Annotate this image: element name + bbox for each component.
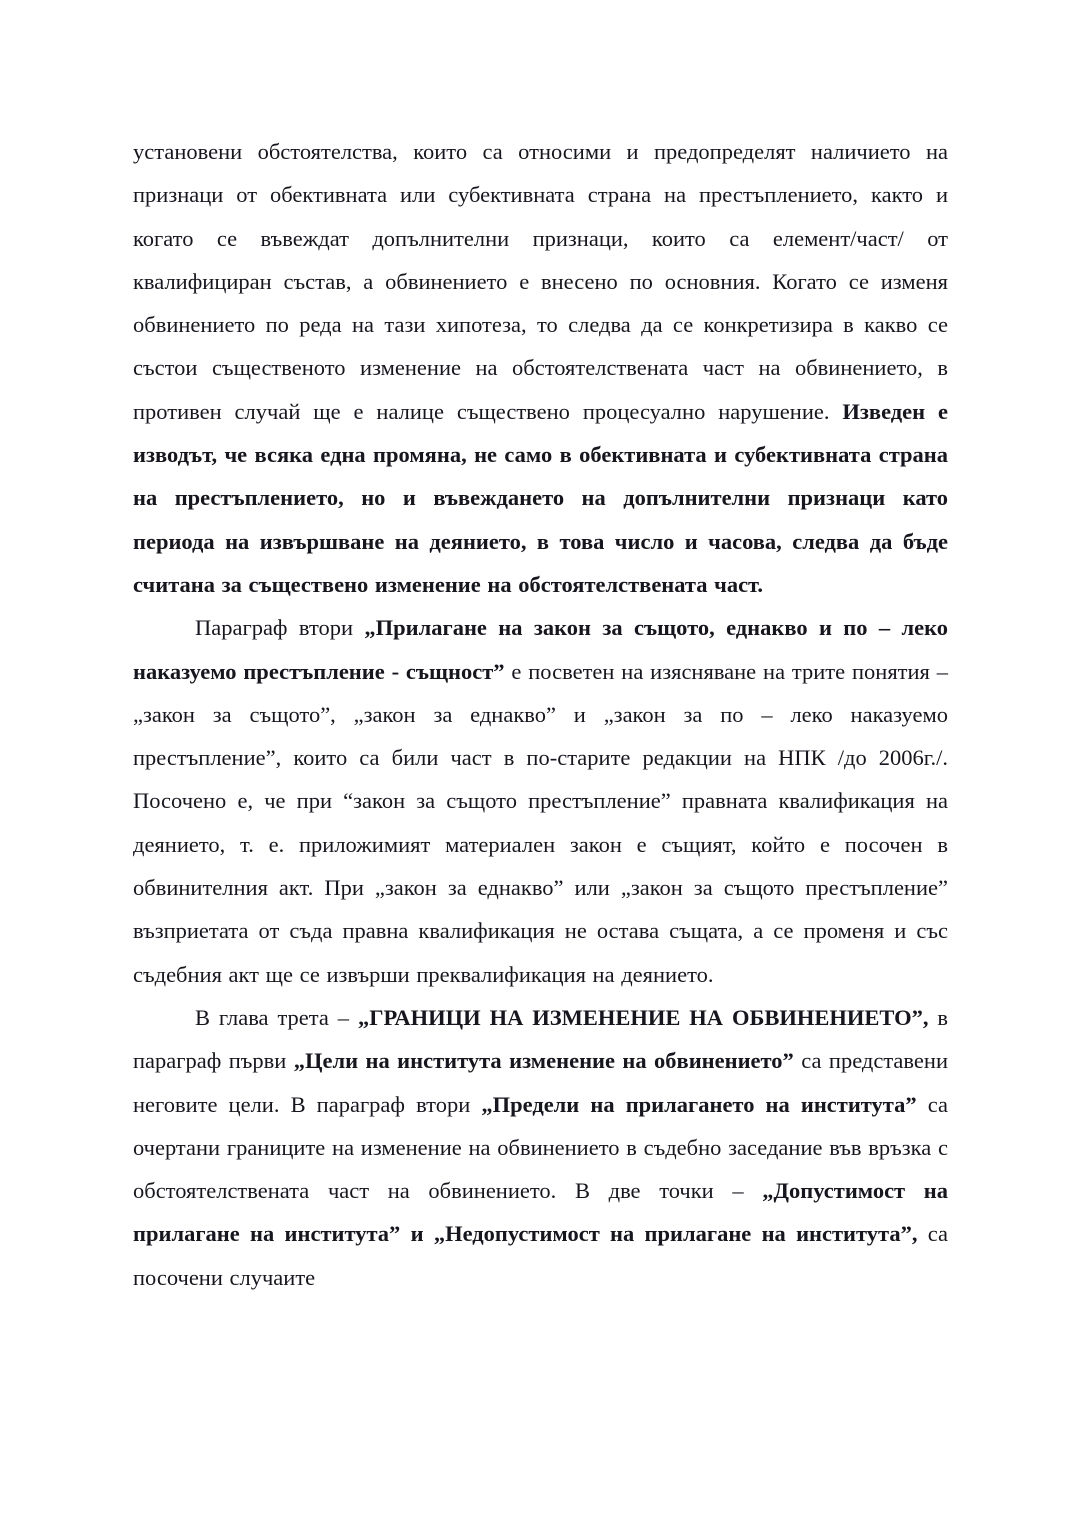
text-run: в параграф първи xyxy=(133,1004,948,1074)
bold-text-run: „Прилагане на закон за същото, еднакво и по – леко наказуемо престъпление - същност” xyxy=(133,615,948,684)
bold-text-run: „Цели на института изменение на обвинението” xyxy=(293,1048,794,1074)
paragraph xyxy=(133,996,948,1299)
paragraph xyxy=(133,606,948,996)
bold-text-run: Изведен е изводът, че всяка една промяна, не само в обективната и субективната страна на престъплението, но и въвеждането на допълнителни признаци като периода на извършване на деянието, в това число и часова, следва да бъде считана за съществено изменение на обстоятелствената част. xyxy=(133,398,949,597)
bold-text-run: „Допустимост на прилагане на института” и „Недопустимост на прилагане на института”, xyxy=(133,1178,948,1247)
document-body xyxy=(133,130,948,1299)
text-run: са очертани границите на изменение на обвинението в съдебно заседание във връзка с обстоятелствената част на обвинението. В две точки – xyxy=(133,1091,948,1204)
bold-text-run: „ГРАНИЦИ НА ИЗМЕНЕНИЕ НА ОБВИНЕНИЕТО”, xyxy=(357,1004,938,1030)
text-run: установени обстоятелства, които са относими и предопределят наличието на признаци от обективната или субективната страна на престъплението, както и когато се въвеждат допълнителни признаци, които са елемент/част/ от квалифициран състав, а обвинението е внесено по основния. Когато се изменя обвинението по реда на тази хипотеза, то следва да се конкретизира в какво се състои същественото изменение на обстоятелствената част на обвинението, в противен случай ще е налице съществено процесуално нарушение. xyxy=(133,139,948,424)
text-run: са представени неговите цели. В параграф втори xyxy=(133,1048,948,1117)
text-run: е посветен на изясняване на трите понятия – „закон за същото”, „закон за еднакво” и „закон за по – леко наказуемо престъпление”, които са били част в по-старите редакции на НПК /до 2006г./. Посочено е, че при “закон за същото престъпление” правната квалификация на деянието, т. е. приложимият материален закон е същият, който е посочен в обвинителния акт. При „закон за еднакво” или „закон за същото престъпление” възприетата от съда правна квалификация не остава същата, а се променя и със съдебния акт ще се извърши преквалификация на деянието. xyxy=(133,658,948,987)
paragraph xyxy=(133,130,948,606)
text-run: са посочени случаите xyxy=(133,1221,949,1290)
text-run: Параграф втори xyxy=(195,615,365,641)
bold-text-run: „Предели на прилагането на института” xyxy=(481,1091,917,1117)
text-run: В глава трета – xyxy=(195,1004,358,1030)
